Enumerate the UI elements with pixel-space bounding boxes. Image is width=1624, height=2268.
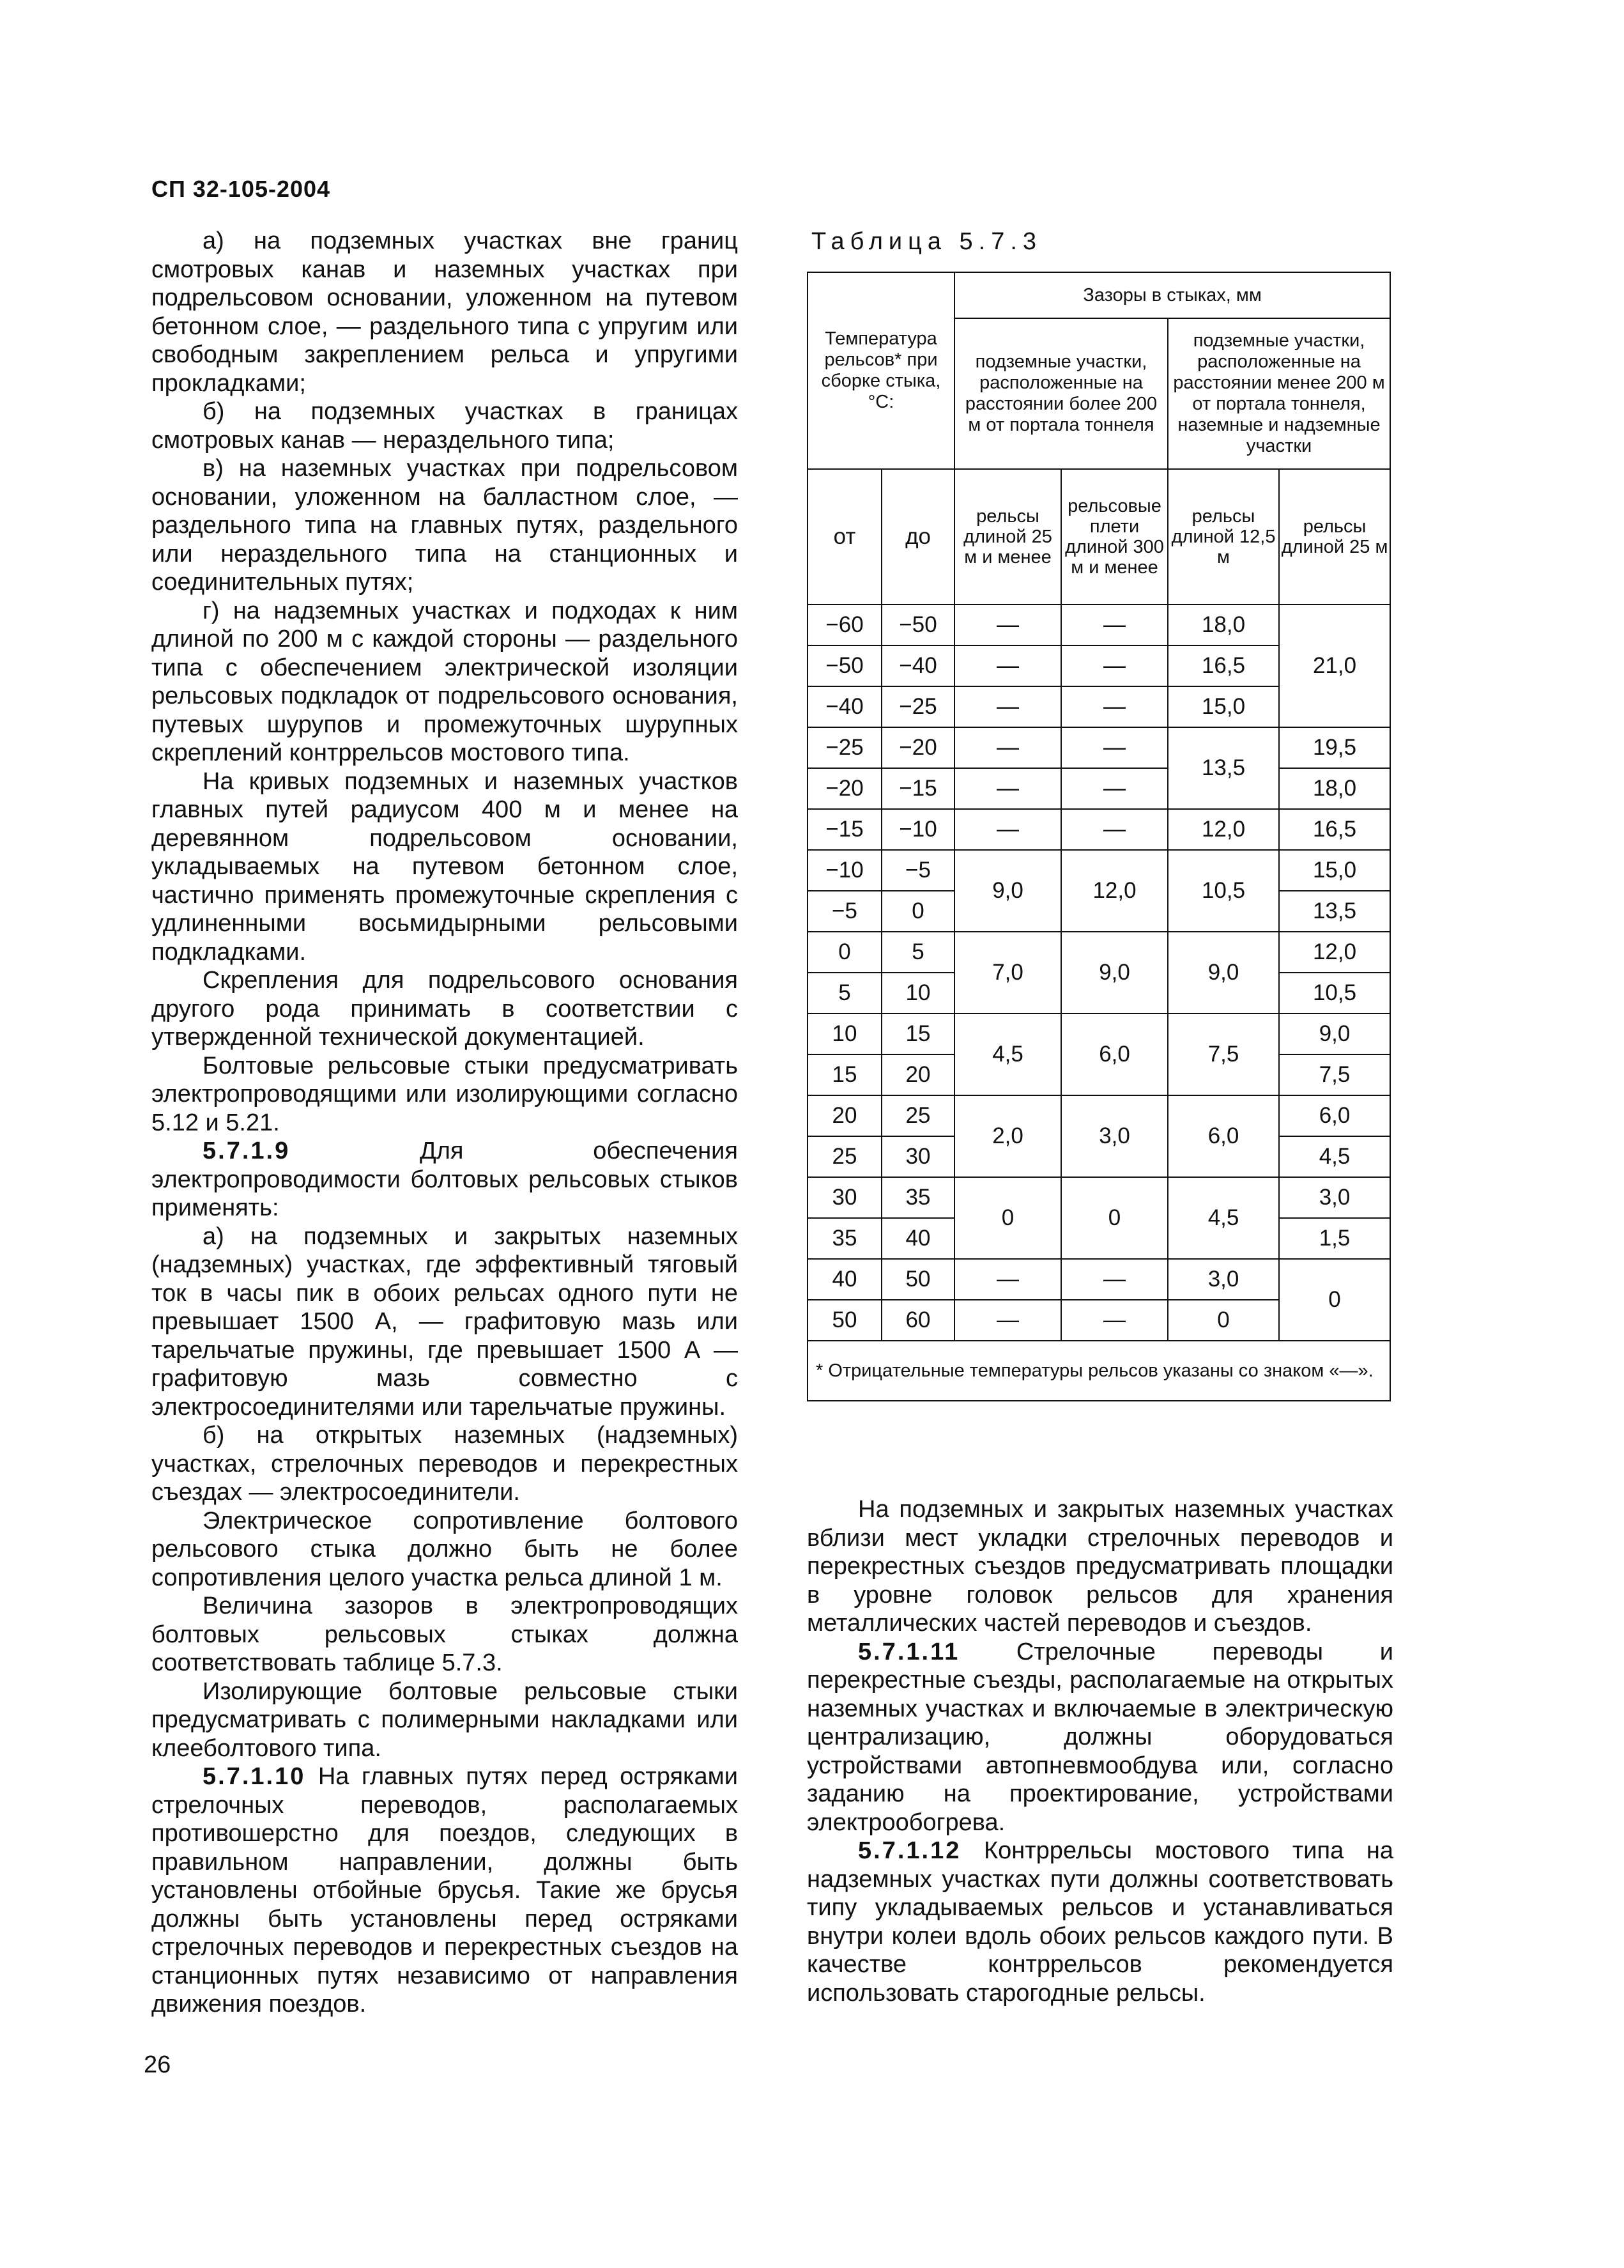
cell-to: 30 xyxy=(882,1136,954,1177)
header-group-near: подземные участки, расположенные на расстоянии менее 200 м от портала тоннеля, наземные и надземные участки xyxy=(1168,318,1390,469)
cell-value: — xyxy=(954,645,1061,686)
paragraph: Скрепления для подрельсового основания другого рода принимать в соответствии с утвержденной технической документацией. xyxy=(151,967,738,1051)
paragraph: в) на наземных участках при подрельсовом основании, уложенном на балластном слое, — раздельного типа на главных путях, раздельного или нераздельного типа на станционных и соединительных путях; xyxy=(151,455,738,596)
clause-text: На главных путях перед остряками стрелочных переводов, располагаемых противошерстно для поездов, следующих в правильном направлении, должны быть установлены отбойные брусья. Такие же брусья должны быть установлены перед остряками стрелочных переводов и перекрестных съездов на станционных путях независимо от направления движения поездов. xyxy=(151,1763,738,2017)
paragraph: а) на подземных участках вне границ смотровых канав и наземных участках при подрельсовом основании, уложенном на путевом бетонном слое, — раздельного типа с упругим или свободным закреплением рельса и упругими прокладками; xyxy=(151,228,738,397)
cell-value: 3,0 xyxy=(1061,1095,1168,1177)
cell-from: 40 xyxy=(808,1259,882,1300)
cell-to: 0 xyxy=(882,891,954,932)
cell-value: 0 xyxy=(1061,1177,1168,1259)
cell-value: 9,0 xyxy=(1279,1014,1390,1054)
clause-text: Контррельсы мостового типа на надземных участках пути должны соответствовать типу укладываемых рельсов и устанавливаться внутри колеи вдоль обоих рельсов каждого пути. В качестве контррельсов рекомендуется использовать старогодные рельсы. xyxy=(807,1837,1393,2007)
cell-value: 21,0 xyxy=(1279,605,1390,727)
cell-value: — xyxy=(1061,1300,1168,1341)
cell-value: 4,5 xyxy=(1279,1136,1390,1177)
cell-value: — xyxy=(954,727,1061,768)
clause-number: 5.7.1.12 xyxy=(858,1837,961,1864)
cell-from: −5 xyxy=(808,891,882,932)
cell-from: 5 xyxy=(808,973,882,1014)
cell-from: −40 xyxy=(808,686,882,727)
cell-value: — xyxy=(1061,809,1168,850)
cell-to: −25 xyxy=(882,686,954,727)
paragraph: На кривых подземных и наземных участков главных путей радиусом 400 м и менее на деревянном подрельсовом основании, укладываемых на путевом бетонном слое, частично применять промежуточные скрепления с удлиненными восьмидырными рельсовыми подкладками. xyxy=(151,768,738,966)
cell-from: 20 xyxy=(808,1095,882,1136)
paragraph: г) на надземных участках и подходах к ним длиной по 200 м с каждой стороны — раздельного типа с обеспечением электрической изоляции рельсовых подкладок от подрельсового основания, путевых шурупов и промежуточных шурупных скреплений контррельсов мостового типа. xyxy=(151,597,738,766)
cell-value: 0 xyxy=(1279,1259,1390,1341)
cell-from: 50 xyxy=(808,1300,882,1341)
subheader-rails-25m-b: рельсы длиной 25 м xyxy=(1279,469,1390,605)
header-group-far: подземные участки, расположенные на расстоянии более 200 м от портала тоннеля xyxy=(954,318,1168,469)
cell-to: 60 xyxy=(882,1300,954,1341)
cell-value: — xyxy=(954,686,1061,727)
cell-value: 4,5 xyxy=(954,1014,1061,1095)
clause-number: 5.7.1.11 xyxy=(858,1638,960,1665)
header-to: до xyxy=(882,469,954,605)
cell-value: — xyxy=(954,1259,1061,1300)
clause-text: Стрелочные переводы и перекрестные съезды, располагаемые на открытых наземных участках и включаемые в электрическую централизацию, должны оборудоваться устройствами автопневмообдува или, согласно заданию на проектирование, устройствами электрообогрева. xyxy=(807,1638,1393,1836)
cell-to: −15 xyxy=(882,768,954,809)
document-code-header: СП 32-105-2004 xyxy=(151,176,331,202)
cell-value: 18,0 xyxy=(1168,605,1279,645)
cell-to: 15 xyxy=(882,1014,954,1054)
clause-5-7-1-9 xyxy=(151,1137,738,1223)
cell-to: 40 xyxy=(882,1218,954,1259)
paragraph: а) на подземных и закрытых наземных (надземных) участках, где эффективный тяговый ток в часы пик в обоих рельсах одного пути не превышает 1500 А, — графитовую мазь или тарельчатые пружины, где превышает 1500 А — графитовую мазь совместно с электросоединителями или тарельчатые пружины. xyxy=(151,1223,738,1421)
cell-value: 4,5 xyxy=(1168,1177,1279,1259)
cell-to: −10 xyxy=(882,809,954,850)
cell-value: 3,0 xyxy=(1168,1259,1279,1300)
cell-value: — xyxy=(954,768,1061,809)
cell-value: 6,0 xyxy=(1061,1014,1168,1095)
cell-value: 15,0 xyxy=(1279,850,1390,891)
cell-value: 1,5 xyxy=(1279,1218,1390,1259)
cell-value: 10,5 xyxy=(1279,973,1390,1014)
cell-from: −10 xyxy=(808,850,882,891)
cell-value: 12,0 xyxy=(1168,809,1279,850)
cell-value: — xyxy=(954,809,1061,850)
cell-to: −5 xyxy=(882,850,954,891)
cell-value: 9,0 xyxy=(1061,932,1168,1014)
clause-text: Для обеспечения электропроводимости болтовых рельсовых стыков применять: xyxy=(151,1138,738,1221)
cell-value: — xyxy=(1061,686,1168,727)
cell-value: — xyxy=(1061,768,1168,809)
cell-value: 2,0 xyxy=(954,1095,1061,1177)
cell-value: 7,0 xyxy=(954,932,1061,1014)
cell-value: 19,5 xyxy=(1279,727,1390,768)
subheader-rails-12-5m: рельсы длиной 12,5 м xyxy=(1168,469,1279,605)
cell-value: — xyxy=(1061,645,1168,686)
cell-to: 25 xyxy=(882,1095,954,1136)
cell-from: 15 xyxy=(808,1054,882,1095)
cell-value: 15,0 xyxy=(1168,686,1279,727)
left-column xyxy=(151,227,738,2019)
cell-value: 13,5 xyxy=(1279,891,1390,932)
cell-value: 16,5 xyxy=(1279,809,1390,850)
cell-value: — xyxy=(1061,605,1168,645)
cell-from: 10 xyxy=(808,1014,882,1054)
clause-5-7-1-10 xyxy=(151,1763,738,2019)
header-from: от xyxy=(808,469,882,605)
cell-from: 25 xyxy=(808,1136,882,1177)
cell-value: 0 xyxy=(1168,1300,1279,1341)
clause-number: 5.7.1.10 xyxy=(203,1763,306,1790)
cell-value: 12,0 xyxy=(1061,850,1168,932)
cell-value: — xyxy=(1061,727,1168,768)
cell-from: −15 xyxy=(808,809,882,850)
cell-value: 3,0 xyxy=(1279,1177,1390,1218)
cell-value: 18,0 xyxy=(1279,768,1390,809)
page-number: 26 xyxy=(144,2051,171,2078)
cell-from: −25 xyxy=(808,727,882,768)
subheader-rails-25m: рельсы длиной 25 м и менее xyxy=(954,469,1061,605)
cell-value: 6,0 xyxy=(1279,1095,1390,1136)
header-temperature: Температура рельсов* при сборке стыка, °С: xyxy=(808,272,954,469)
cell-to: 10 xyxy=(882,973,954,1014)
cell-value: 16,5 xyxy=(1168,645,1279,686)
cell-value: — xyxy=(1061,1259,1168,1300)
table-caption: Таблица 5.7.3 xyxy=(811,228,1043,255)
cell-to: 5 xyxy=(882,932,954,973)
cell-to: −20 xyxy=(882,727,954,768)
table-footnote: * Отрицательные температуры рельсов указаны со знаком «—». xyxy=(808,1341,1390,1401)
paragraph: б) на подземных участках в границах смотровых канав — нераздельного типа; xyxy=(151,398,738,454)
cell-from: −50 xyxy=(808,645,882,686)
header-gaps: Зазоры в стыках, мм xyxy=(954,272,1390,318)
right-column xyxy=(807,1495,1393,2007)
paragraph: Изолирующие болтовые рельсовые стыки предусматривать с полимерными накладками или клееболтового типа. xyxy=(151,1678,738,1762)
paragraph: На подземных и закрытых наземных участках вблизи мест укладки стрелочных переводов и перекрестных съездов предусматривать площадки в уровне головок рельсов для хранения металлических частей переводов и съездов. xyxy=(807,1496,1393,1637)
cell-value: 12,0 xyxy=(1279,932,1390,973)
paragraph: Электрическое сопротивление болтового рельсового стыка должно быть не более сопротивления целого участка рельса длиной 1 м. xyxy=(151,1507,738,1591)
joint-gaps-table xyxy=(807,272,1391,1401)
cell-to: 20 xyxy=(882,1054,954,1095)
cell-from: −20 xyxy=(808,768,882,809)
cell-value: 9,0 xyxy=(1168,932,1279,1014)
cell-from: 0 xyxy=(808,932,882,973)
cell-from: 30 xyxy=(808,1177,882,1218)
cell-to: 50 xyxy=(882,1259,954,1300)
cell-value: 9,0 xyxy=(954,850,1061,932)
cell-to: −50 xyxy=(882,605,954,645)
cell-from: −60 xyxy=(808,605,882,645)
cell-value: 13,5 xyxy=(1168,727,1279,809)
cell-to: −40 xyxy=(882,645,954,686)
clause-5-7-1-11 xyxy=(807,1638,1393,1837)
paragraph: Величина зазоров в электропроводящих болтовых рельсовых стыках должна соответствовать таблице 5.7.3. xyxy=(151,1593,738,1676)
cell-value: — xyxy=(954,605,1061,645)
clause-5-7-1-12 xyxy=(807,1837,1393,2007)
cell-value: 0 xyxy=(954,1177,1061,1259)
clause-number: 5.7.1.9 xyxy=(203,1138,291,1164)
subheader-rail-strings-300m: рельсовые плети длиной 300 м и менее xyxy=(1061,469,1168,605)
cell-value: 6,0 xyxy=(1168,1095,1279,1177)
cell-value: 7,5 xyxy=(1279,1054,1390,1095)
cell-value: 7,5 xyxy=(1168,1014,1279,1095)
cell-value: 10,5 xyxy=(1168,850,1279,932)
cell-value: — xyxy=(954,1300,1061,1341)
cell-to: 35 xyxy=(882,1177,954,1218)
paragraph: б) на открытых наземных (надземных) участках, стрелочных переводов и перекрестных съездах — электросоединители. xyxy=(151,1422,738,1506)
cell-from: 35 xyxy=(808,1218,882,1259)
paragraph: Болтовые рельсовые стыки предусматривать электропроводящими или изолирующими согласно 5.12 и 5.21. xyxy=(151,1052,738,1136)
